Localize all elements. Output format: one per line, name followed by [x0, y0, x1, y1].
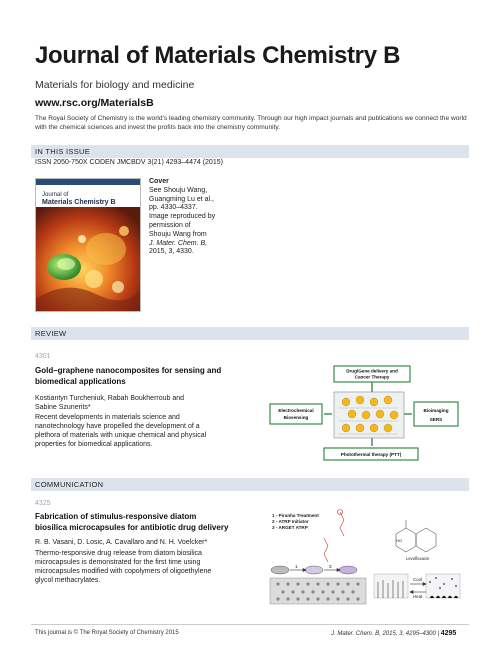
review-header: REVIEW [31, 327, 469, 340]
review-graphic[interactable] [268, 362, 468, 466]
mission-statement: The Royal Society of Chemistry is the world’s leading chemistry community. Through our high impact journals and publications we connect the world with the chemical sciences and invest the profits back into the chemistry community. [35, 115, 467, 131]
footer-page-number: 4295 [440, 630, 457, 637]
review-title-line: Gold–graphene nanocomposites for sensing and [35, 366, 222, 375]
levofloxacin-structure [396, 520, 436, 552]
review-abstract-line: properties for biomedical applications. [35, 441, 153, 448]
cover-line: See Shouju Wang, [149, 186, 208, 194]
communication-abstract-line: microcapsules is demonstrated for the first time using [35, 559, 201, 566]
communication-abstract-line: microcapsules modified with copolymers of oligoethylene [35, 568, 212, 575]
review-title-line: biomedical applications [35, 376, 126, 386]
in-this-issue-header: IN THIS ISSUE [31, 145, 469, 158]
communication-title-line: biosilica microcapsules for antibiotic drug delivery [35, 522, 229, 532]
cover-thumb-title-2: Materials Chemistry B [42, 199, 116, 206]
communication-page-number[interactable]: 4325 [35, 500, 51, 507]
communication-abstract-line: Thermo-responsive drug release from diatom biosilica [35, 550, 202, 557]
review-authors [35, 394, 270, 412]
review-abstract-line: Recent developments in materials science and [35, 414, 180, 421]
communication-abstract-line: glycol methacrylates. [35, 577, 101, 584]
review-abstract [35, 413, 275, 449]
cover-line: Image reproduced by [149, 213, 216, 221]
review-authors-line: Sabine Szunerits* [35, 404, 91, 411]
communication-title[interactable] [35, 512, 270, 533]
footer-copyright: This journal is © The Royal Society of Chemistry 2015 [35, 630, 179, 636]
cover-line: Shouju Wang from [149, 230, 207, 238]
cover-line: pp. 4330–4337. [149, 204, 198, 212]
polymer-chain-sketch [324, 510, 344, 563]
journal-title: Journal of Materials Chemistry B [35, 42, 401, 69]
cover-line: Guangming Lu et al., [149, 195, 214, 203]
review-abstract-line: nanotechnology have propelled the development of a [35, 423, 200, 430]
cover-thumb-title-1: Journal of [42, 192, 69, 198]
issn-line: ISSN 2050-750X CODEN JMCBDV 3(21) 4293–4474 (2015) [35, 159, 223, 166]
fig-label-electrochemical: Electrochemical [278, 408, 314, 413]
communication-title-line: Fabrication of stimulus-responsive diatom [35, 512, 197, 521]
communication-abstract [35, 549, 275, 585]
cover-image[interactable] [35, 178, 141, 312]
fig-drug-label: Levofloxacin [406, 556, 430, 561]
fig-label-ptt: Photothermal therapy (PTT) [340, 452, 402, 457]
cover-line: 2015, 3, 4330. [149, 248, 194, 256]
communication-authors: R. B. Vasani, D. Losic, A. Cavallaro and N. H. Voelcker* [35, 539, 208, 546]
fig-label-biosensing: Biosensing [283, 415, 309, 420]
cover-caption [149, 178, 237, 257]
review-title[interactable] [35, 366, 270, 387]
fig-step-3: 3 - ARGET ATRP [272, 525, 308, 530]
fig-arrow-3: 3 [329, 564, 332, 569]
communication-header: COMMUNICATION [31, 478, 469, 491]
journal-url[interactable]: www.rsc.org/MaterialsB [35, 97, 154, 109]
journal-subtitle: Materials for biology and medicine [35, 79, 195, 91]
fig-heat-label: Heat [413, 594, 423, 599]
cover-artwork [36, 179, 140, 311]
review-abstract-line: plethora of materials with unique chemical and physical [35, 432, 207, 439]
diatom-capsules [271, 566, 357, 574]
fig-cool-label: Cool [413, 577, 423, 582]
cover-line: J. Mater. Chem. B, [149, 239, 208, 247]
cover-line: permission of [149, 221, 191, 229]
review-page-number[interactable]: 4301 [35, 353, 51, 360]
fig-label-drug-delivery: Drug/Gene delivery and [346, 368, 398, 374]
communication-graphic[interactable] [266, 508, 466, 608]
review-authors-line: Kostiantyn Turcheniuk, Rabah Boukherroub and [35, 395, 185, 402]
cover-label: Cover [149, 178, 169, 185]
fig-ho-label: HO [396, 538, 402, 543]
fig-step-1: 1 - Piranha Treatment [272, 513, 319, 518]
fig-arrow-1: 1 [295, 564, 298, 569]
fig-label-cancer-therapy: Cancer Therapy [354, 374, 390, 380]
fig-label-bioimaging: Bioimaging [423, 408, 449, 413]
footer-citation [331, 630, 456, 637]
fig-step-2: 2 - ATRP Initiator [272, 519, 309, 524]
footer-citation-text: J. Mater. Chem. B, 2015, 3, 4295–4300 | [331, 631, 440, 637]
fig-label-sers: SERS [429, 417, 443, 422]
footer-divider [31, 624, 469, 625]
